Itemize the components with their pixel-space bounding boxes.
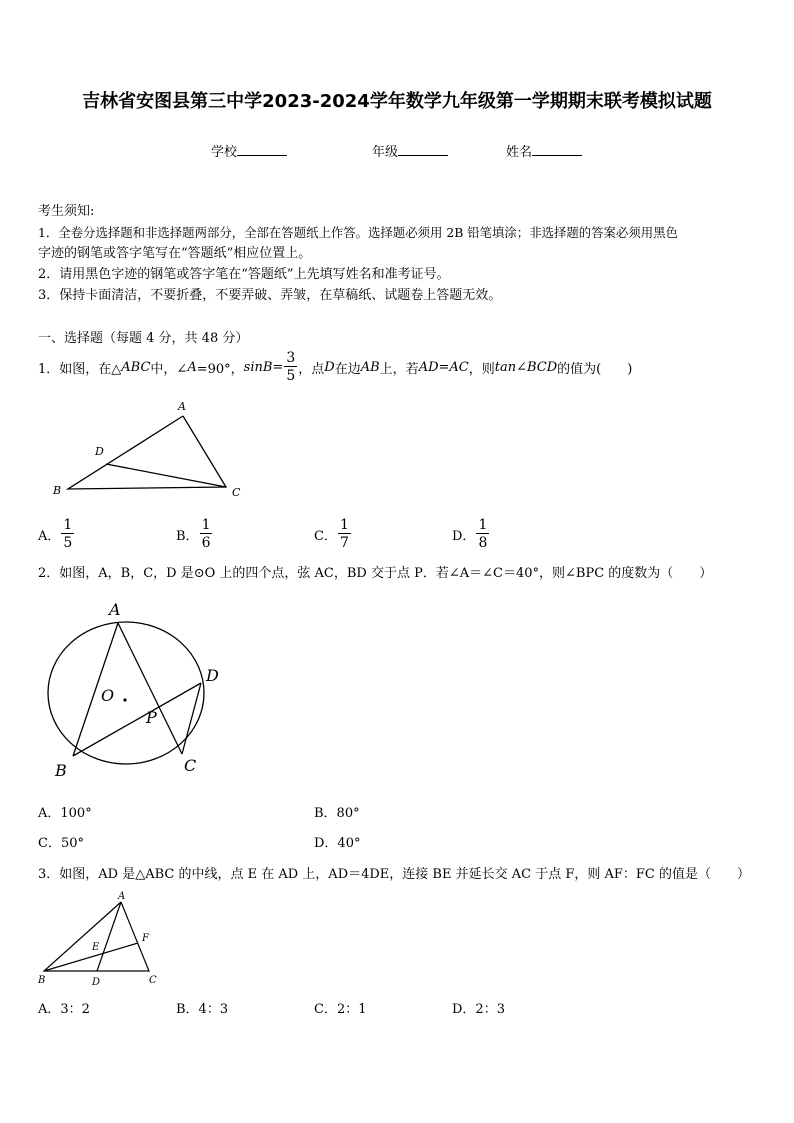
q2-option-b[interactable]: B．80° (314, 806, 360, 821)
q3-option-a[interactable]: A．3：2 (38, 1002, 90, 1017)
notice-item-1b: 字迹的钢笔或答字笔写在“答题纸”相应位置上。 (38, 246, 312, 261)
q1-option-b[interactable]: B． $\frac{1}{6}$ (176, 517, 211, 551)
q3-label-b: B (38, 975, 46, 986)
q3-label-a: A (118, 891, 126, 902)
notice-heading: 考生须知: (38, 204, 95, 219)
q2-label-b: B (55, 761, 67, 780)
q3-label-c: C (149, 975, 157, 986)
question-3-text: 3．如图，AD 是△ABC 的中线，点 E 在 AD 上，AD＝4DE，连接 BE 并延长交 AC 于点 F，则 AF：FC 的值是（ ） (38, 867, 750, 882)
q1-label-b: B (53, 484, 62, 497)
school-label: 学校 (211, 145, 238, 160)
q3-option-d[interactable]: D．2：3 (452, 1002, 505, 1017)
sinb-fraction: $\frac{3}{5}$ (286, 350, 296, 384)
q3-label-d: D (92, 977, 101, 988)
q2-label-a: A (109, 600, 121, 619)
q2-option-c[interactable]: C．50° (38, 836, 84, 851)
page-title: 吉林省安图县第三中学2023-2024学年数学九年级第一学期期末联考模拟试题 (82, 91, 712, 112)
q2-option-a[interactable]: A．100° (38, 806, 92, 821)
q2-label-c: C (184, 756, 197, 775)
q3-label-f: F (142, 933, 149, 944)
q3-option-b[interactable]: B．4：3 (176, 1002, 229, 1017)
q1-label-c: C (232, 486, 241, 499)
notice-item-2: 2．请用黑色字迹的钢笔或答字笔在“答题纸”上先填写姓名和准考证号。 (38, 267, 450, 282)
q2-label-d: D (206, 666, 219, 685)
q1-option-c[interactable]: C． $\frac{1}{7}$ (314, 517, 349, 551)
grade-label: 年级 (372, 145, 399, 160)
q1-option-a[interactable]: A． $\frac{1}{5}$ (38, 517, 73, 551)
q2-option-d[interactable]: D．40° (314, 836, 361, 851)
name-label: 姓名 (506, 145, 533, 160)
q1-label-d: D (95, 445, 104, 458)
question-1-text: 1．如图，在△ ABC 中，∠ A =90°， sinB = $\frac{3}{5}$ ，点 D 在边 AB 上，若 AD=AC ，则 tan∠BCD 的值为( ) (38, 350, 633, 384)
notice-item-1a: 1．全卷分选择题和非选择题两部分，全部在答题纸上作答。选择题必须用 2B 铅笔填涂；非选择题的答案必须用黑色 (38, 225, 678, 240)
q3-option-c[interactable]: C．2：1 (314, 1002, 367, 1017)
section-heading: 一、选择题（每题 4 分，共 48 分） (38, 331, 249, 346)
q2-label-p: P (146, 708, 157, 727)
notice-item-3: 3．保持卡面清洁，不要折叠，不要弄破、弄皱，在草稿纸、试题卷上答题无效。 (38, 288, 502, 303)
q1-label-a: A (178, 400, 186, 413)
q1-option-d[interactable]: D． $\frac{1}{8}$ (452, 517, 488, 551)
q2-label-o: O (101, 686, 115, 705)
q3-label-e: E (92, 942, 100, 953)
question-2-text: 2．如图，A，B，C，D 是⊙O 上的四个点，弦 AC，BD 交于点 P．若∠A＝∠C＝40°，则∠BPC 的度数为（ ） (38, 566, 713, 581)
